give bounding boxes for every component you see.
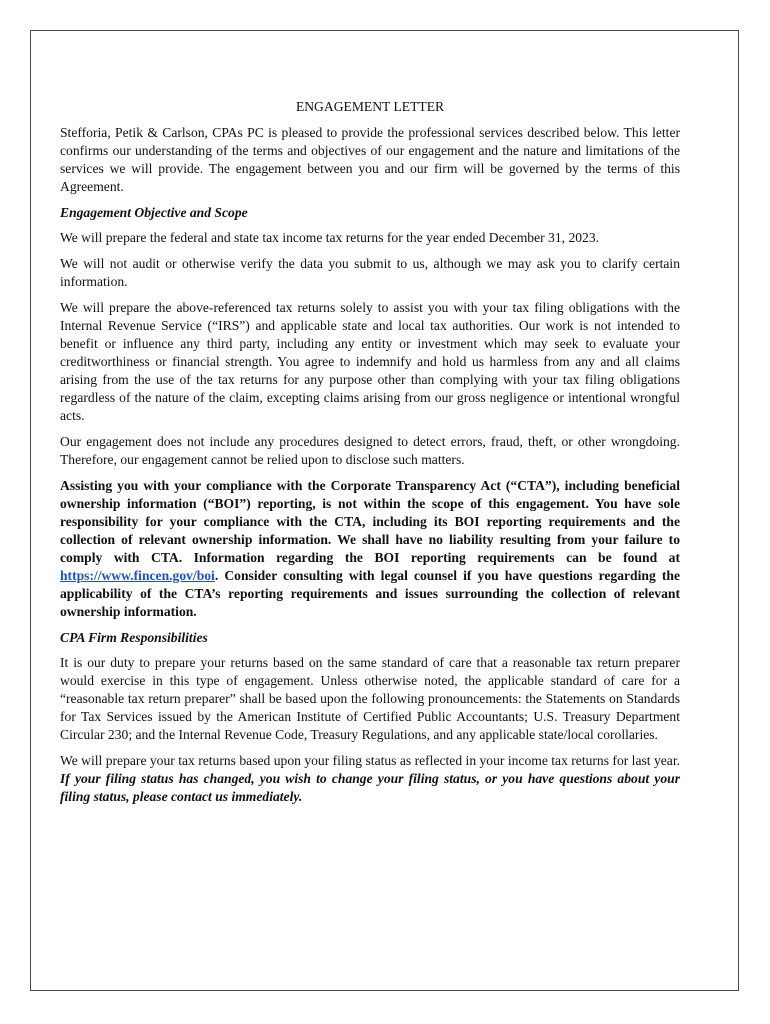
section-heading-responsibilities: CPA Firm Responsibilities — [60, 630, 208, 645]
scope-paragraph-2: We will not audit or otherwise verify the data you submit to us, although we may ask you to clarify certain information. — [60, 256, 680, 289]
fincen-boi-link[interactable]: https://www.fincen.gov/boi — [60, 568, 215, 583]
scope-paragraph-4: Our engagement does not include any procedures designed to detect errors, fraud, theft, or other wrongdoing. Therefore, our engagement cannot be relied upon to disclose such matters. — [60, 434, 680, 467]
intro-paragraph: Stefforia, Petik & Carlson, CPAs PC is pleased to provide the professional services described below. This letter confirms our understanding of the terms and objectives of our engagement and the nature and limitations of the services we will provide. The engagement between you and our firm will be governed by the terms of this Agreement. — [60, 125, 680, 194]
cta-text-before: Assisting you with your compliance with the Corporate Transparency Act (“CTA”), including beneficial ownership information (“BOI”) reporting, is not within the scope of this engagement. You have sole responsibility for your compliance with the CTA, including its BOI reporting requirements and the collection of relevant ownership information. We shall have no liability resulting from your failure to comply with CTA. Information regarding the BOI reporting requirements can be found at — [60, 478, 680, 565]
responsibilities-paragraph-1: It is our duty to prepare your returns based on the same standard of care that a reasonable tax return preparer would exercise in this type of engagement. Unless otherwise noted, the applicable standard of care for a “reasonable tax return preparer” shall be based upon the following pronouncements: the Statements on Standards for Tax Services issued by the American Institute of Certified Public Accountants; U.S. Treasury Department Circular 230; and the Internal Revenue Code, Treasury Regulations, and any applicable state/local corollaries. — [60, 655, 680, 742]
letter-body — [60, 98, 680, 814]
responsibilities-paragraph-2 — [60, 752, 680, 806]
cta-paragraph — [60, 477, 680, 621]
scope-paragraph-1: We will prepare the federal and state tax income tax returns for the year ended December 31, 2023. — [60, 230, 600, 245]
section-heading-scope: Engagement Objective and Scope — [60, 205, 248, 220]
scope-paragraph-3: We will prepare the above-referenced tax returns solely to assist you with your tax filing obligations with the Internal Revenue Service (“IRS”) and applicable state and local tax authorities. Our work is not intended to benefit or influence any third party, including any entity or investment which may seek to evaluate your creditworthiness or financial strength. You agree to indemnify and hold us harmless from any and all claims arising from the use of the tax returns for any purpose other than complying with your tax filing obligations regardless of the nature of the claim, excepting claims arising from our gross negligence or intentional wrongful acts. — [60, 300, 680, 423]
page-title: ENGAGEMENT LETTER — [295, 99, 445, 114]
filing-status-emphasis: If your filing status has changed, you wish to change your filing status, or you have questions about your filing status, please contact us immediately. — [60, 771, 680, 804]
cta-text-after: . Consider consulting with legal counsel if you have questions regarding the applicability of the CTA’s reporting requirements and issues surrounding the collection of relevant ownership information. — [60, 568, 680, 619]
filing-status-text: We will prepare your tax returns based upon your filing status as reflected in your income tax returns for last year. — [60, 753, 680, 768]
